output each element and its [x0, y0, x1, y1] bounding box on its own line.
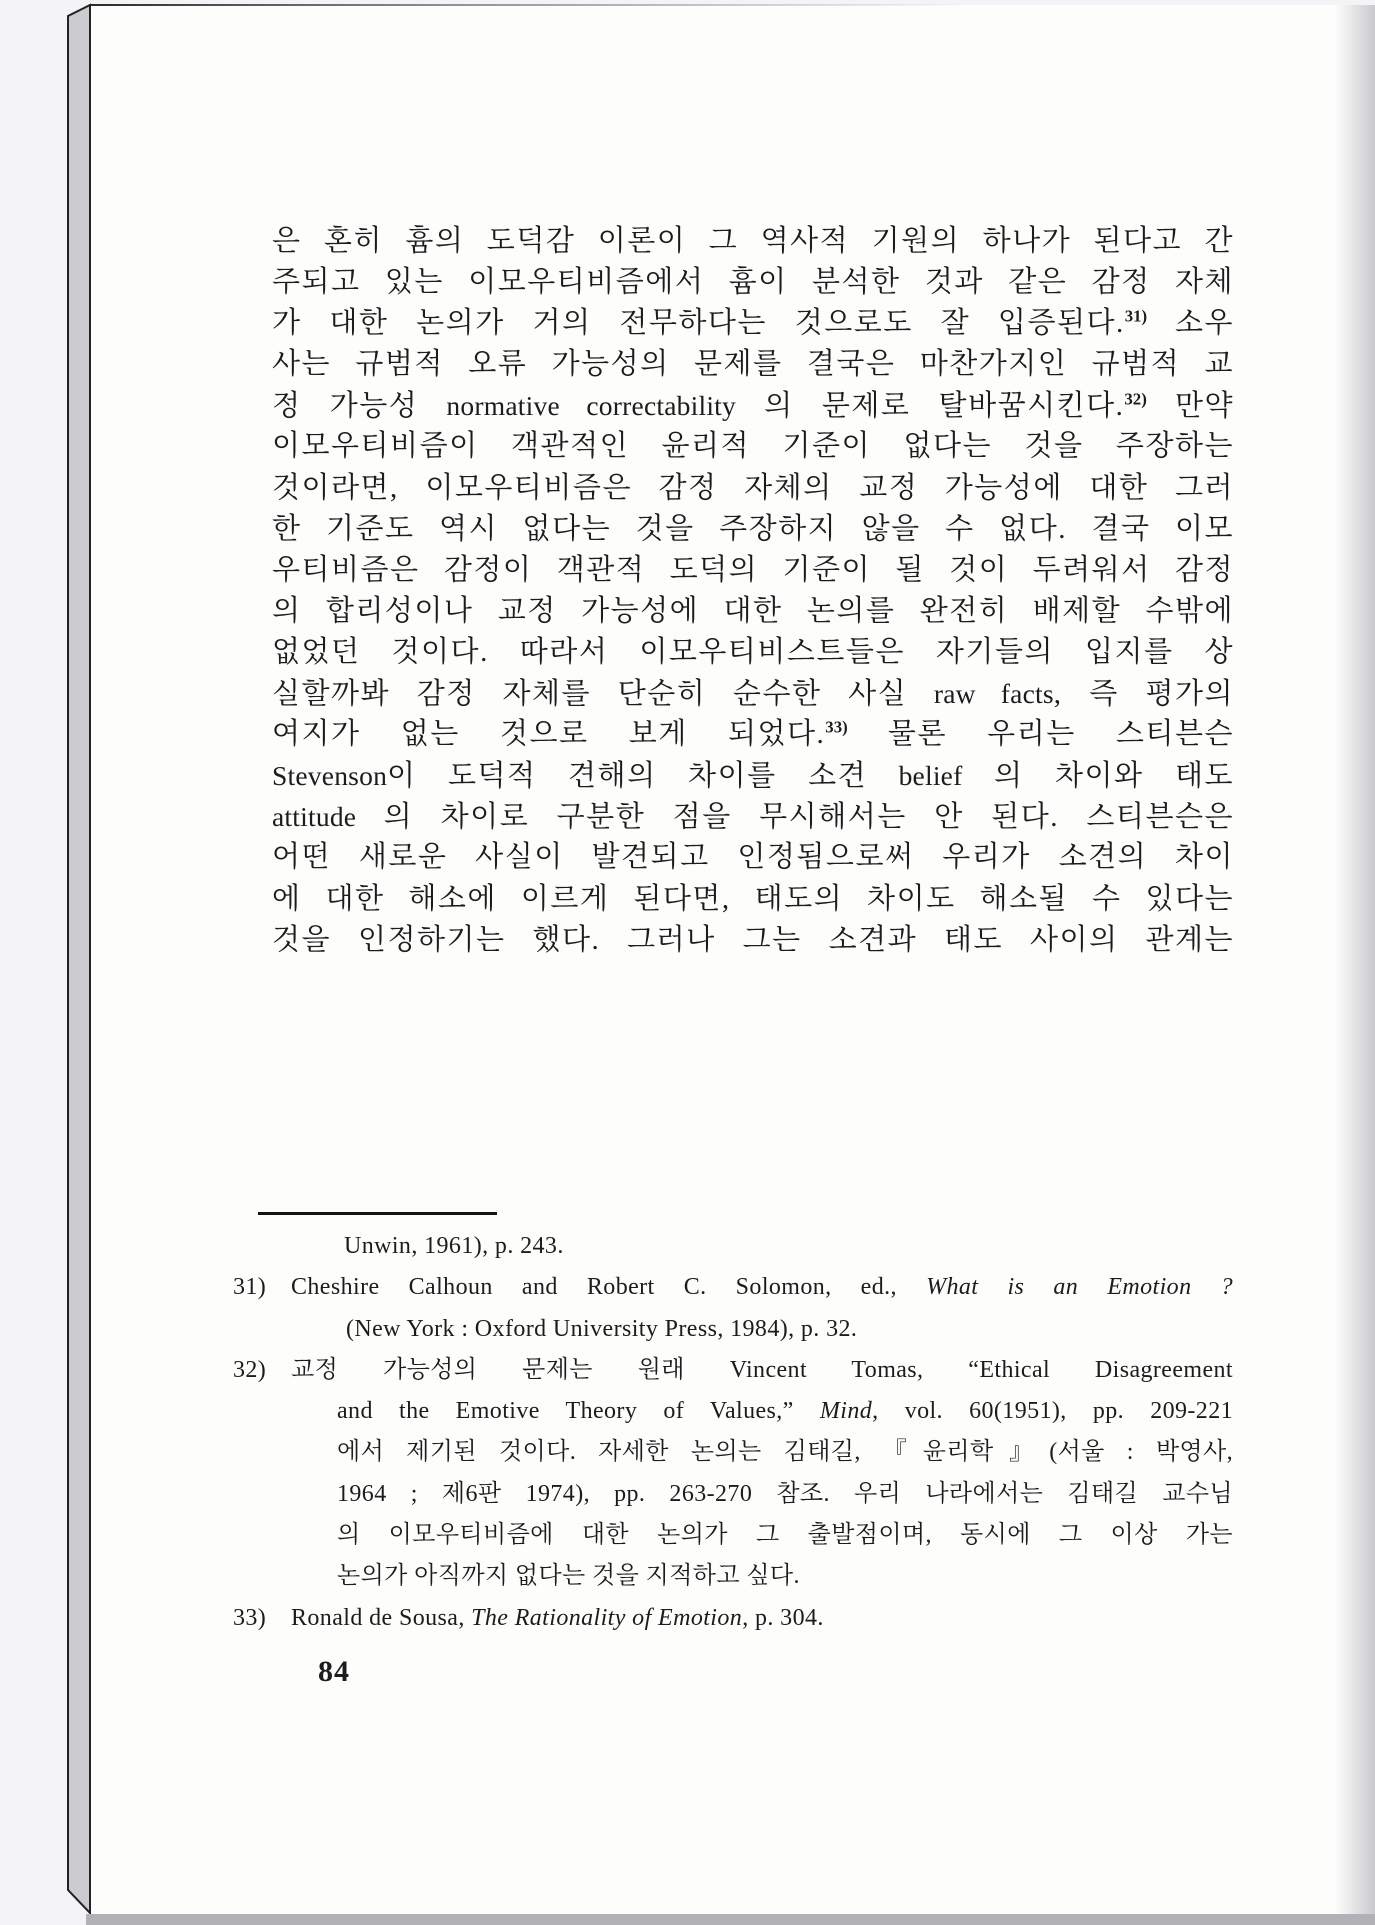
body-line: [272, 385, 1234, 426]
footnote-line: [337, 1432, 1233, 1473]
text-run: 우티비즘은 감정이 객관적 도덕의 기준이 될 것이 두려워서 감정: [272, 553, 1234, 586]
latin-text: attitude: [272, 801, 357, 833]
italic-title: Mind: [819, 1398, 873, 1425]
footnote-separator: [258, 1212, 497, 1215]
text-run: Cheshire Calhoun and Robert C. Solomon, ed.,: [291, 1274, 927, 1301]
footnote-ref: 32): [1124, 389, 1147, 409]
footnote-ref: 33): [825, 717, 848, 737]
text-run: 사는 규범적 오류 가능성의 문제를 결국은 마찬가지인 규범적 교: [272, 348, 1234, 381]
page-left-edge: [64, 2, 92, 1918]
body-line: [272, 879, 1234, 920]
footnote-line: [344, 1226, 1233, 1267]
body-line: [272, 550, 1234, 591]
body-text: [272, 221, 1234, 961]
text-run: 에서 제기된 것이다. 자세한 논의는 김태길, 『윤리학』(서울 : 박영사,: [337, 1439, 1233, 1466]
footnote-line: [337, 1474, 1233, 1515]
italic-title: What is an Emotion ?: [926, 1274, 1233, 1301]
body-line: [272, 591, 1234, 632]
latin-text: normative correctability: [446, 390, 737, 422]
text-run: Ronald de Sousa,: [291, 1604, 472, 1631]
text-run: 물론 우리는 스티븐슨: [847, 718, 1234, 751]
text-run: 정 가능성: [272, 390, 447, 423]
body-line: [272, 221, 1234, 262]
latin-text: belief: [898, 760, 963, 792]
text-run: 주되고 있는 이모우티비즘에서 흄이 분석한 것과 같은 감정 자체: [272, 266, 1234, 299]
page-number: 84: [318, 1655, 350, 1688]
text-run: 여지가 없는 것으로 보게 되었다.: [272, 718, 826, 751]
text-run: 만약: [1146, 390, 1235, 423]
body-line: [272, 509, 1234, 550]
footnote-marker: 32): [233, 1356, 267, 1383]
text-run: 없었던 것이다. 따라서 이모우티비스트들은 자기들의 입지를 상: [272, 635, 1234, 668]
body-line: [272, 837, 1234, 878]
text-run: 논의가 아직까지 없다는 것을 지적하고 싶다.: [337, 1563, 800, 1590]
footnote-ref: 31): [1124, 306, 1148, 326]
body-line: [272, 303, 1234, 344]
text-run: and the Emotive Theory of Values,”: [337, 1398, 820, 1425]
text-run: , vol. 60(1951), pp. 209-221: [872, 1398, 1233, 1425]
text-run: (New York : Oxford University Press, 1984), p. 32.: [346, 1315, 858, 1342]
body-line: [272, 714, 1234, 755]
footnote-line: [233, 1350, 1233, 1391]
body-line: [272, 755, 1234, 796]
body-line: [272, 262, 1234, 303]
text-run: 1964 ; 제6판 1974), pp. 263-270 참조. 우리 나라에서는 김태길 교수님: [337, 1480, 1233, 1507]
text-run: 가 대한 논의가 거의 전무하다는 것으로도 잘 입증된다.: [272, 307, 1125, 340]
text-run: 것을 인정하기는 했다. 그러나 그는 소견과 태도 사이의 관계는: [272, 923, 1234, 956]
page-top-edge: [89, 4, 969, 6]
body-line: [272, 673, 1234, 714]
text-run: 에 대한 해소에 이르게 된다면, 태도의 차이도 해소될 수 있다는: [272, 882, 1234, 915]
body-line: [272, 920, 1234, 961]
text-run: 어떤 새로운 사실이 발견되고 인정됨으로써 우리가 소견의 차이: [272, 841, 1234, 874]
body-line: [272, 796, 1234, 837]
text-run: 한 기준도 역시 없다는 것을 주장하지 않을 수 없다. 결국 이모: [272, 512, 1234, 545]
footnote-line: [337, 1515, 1233, 1556]
text-run: 의 차이로 구분한 점을 무시해서는 안 된다. 스티븐슨은: [356, 801, 1234, 834]
page-bottom-edge: [86, 1914, 1375, 1925]
text-run: 교정 가능성의 문제는 원래 Vincent Tomas, “Ethical Disagreement: [291, 1356, 1233, 1383]
text-run: Unwin, 1961), p. 243.: [344, 1233, 564, 1259]
footnote-line: [337, 1391, 1233, 1432]
body-line: [272, 426, 1234, 467]
text-run: 의 이모우티비즘에 대한 논의가 그 출발점이며, 동시에 그 이상 가는: [337, 1522, 1233, 1549]
page-right-shadow: [1335, 5, 1375, 1914]
body-line: [272, 344, 1234, 385]
footnote-line: [346, 1309, 1233, 1350]
text-run: 이모우티비즘이 객관적인 윤리적 기준이 없다는 것을 주장하는: [272, 430, 1234, 463]
latin-text: Stevenson: [272, 760, 388, 792]
text-run: 이 도덕적 견해의 차이를 소견: [387, 760, 899, 793]
latin-text: raw facts: [933, 678, 1054, 710]
text-run: 의 합리성이나 교정 가능성에 대한 논의를 완전히 배제할 수밖에: [272, 594, 1234, 627]
text-run: , p. 304.: [742, 1604, 824, 1631]
body-line: [272, 468, 1234, 509]
footnote-marker: 31): [233, 1274, 267, 1301]
text-run: 은 혼히 흄의 도덕감 이론이 그 역사적 기원의 하나가 된다고 간: [272, 225, 1234, 257]
footnote-line: [233, 1598, 1233, 1639]
footnotes: [233, 1226, 1233, 1639]
text-run: 실할까봐 감정 자체를 단순히 순수한 사실: [272, 678, 934, 711]
footnote-line: [233, 1267, 1233, 1308]
text-run: 의 차이와 태도: [962, 760, 1234, 793]
text-run: 것이라면, 이모우티비즘은 감정 자체의 교정 가능성에 대한 그러: [272, 471, 1234, 504]
footnote-line: [337, 1556, 1233, 1597]
footnote-marker: 33): [233, 1604, 267, 1631]
italic-title: The Rationality of Emotion: [471, 1604, 743, 1631]
text-run: 의 문제로 탈바꿈시킨다.: [736, 390, 1125, 423]
body-line: [272, 632, 1234, 673]
text-run: , 즉 평가의: [1053, 678, 1234, 711]
text-run: 소우: [1147, 307, 1234, 340]
